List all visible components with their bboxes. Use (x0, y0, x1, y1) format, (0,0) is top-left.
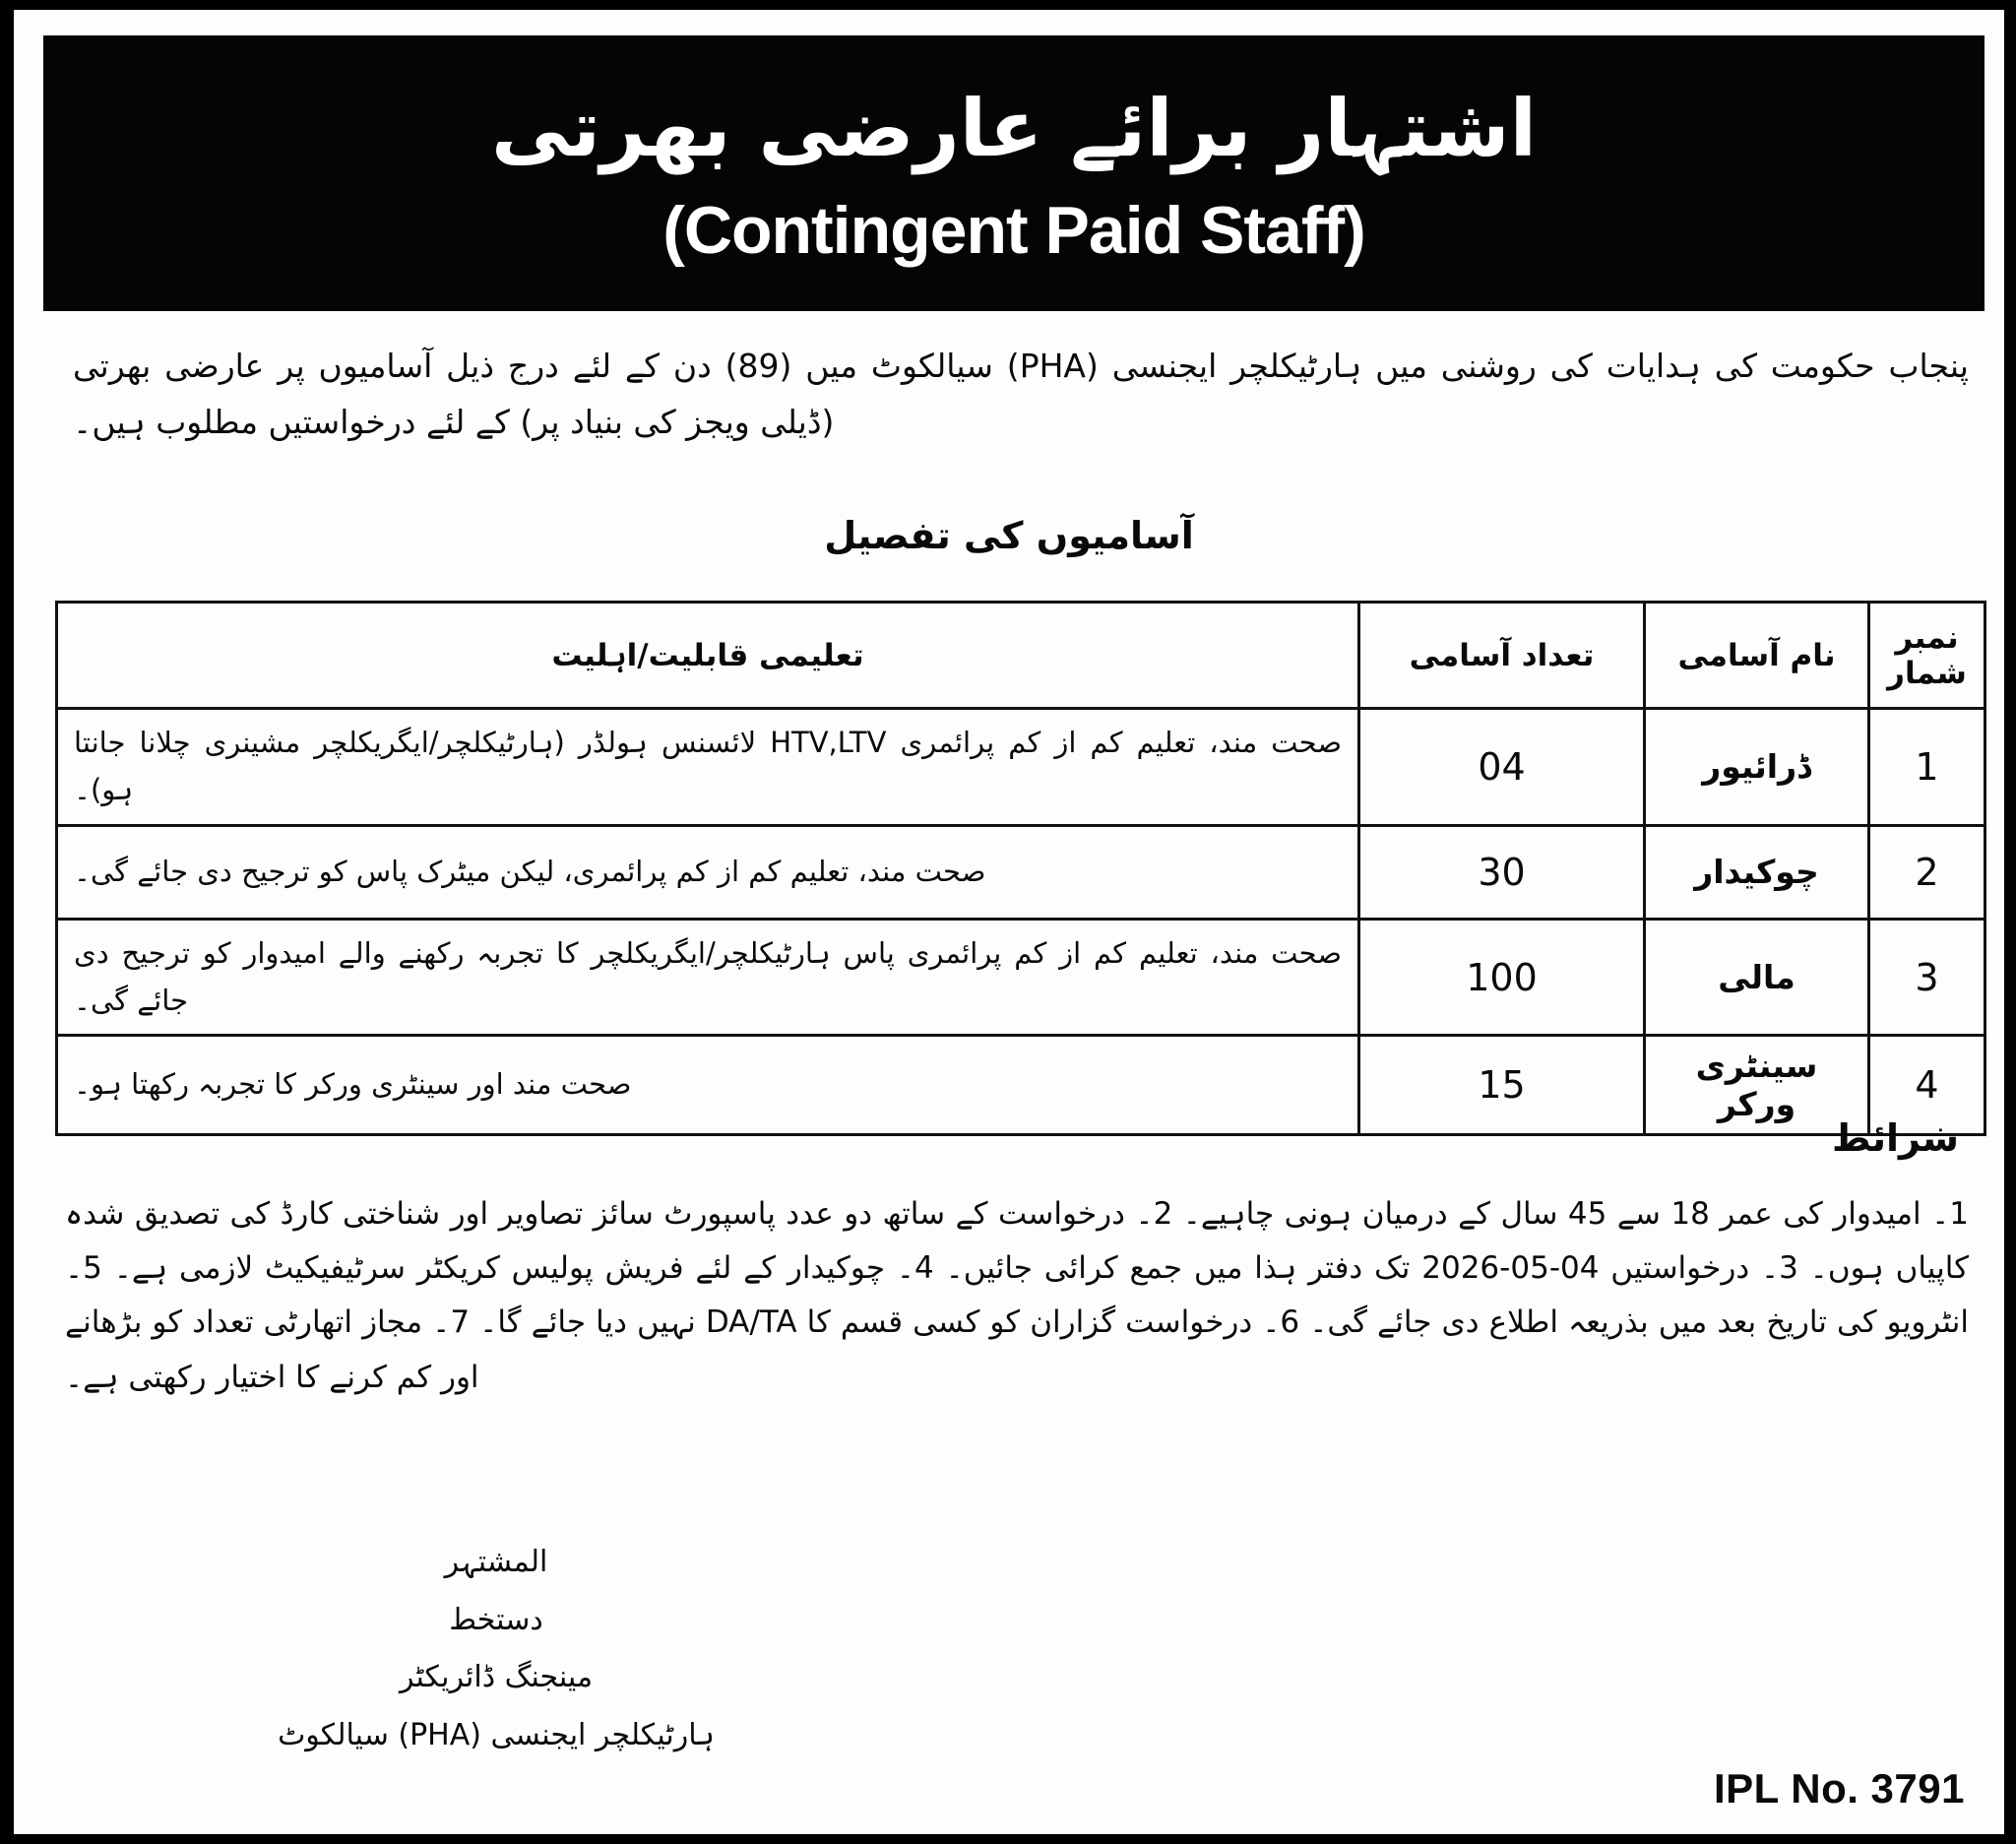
signature-organization: ہارٹیکلچر ایجنسی (PHA) سیالکوٹ (278, 1717, 715, 1752)
cell-qualification: صحت مند، تعلیم کم از کم پرائمری HTV,LTV لائسنس ہولڈر (ہارٹیکلچر/ایگریکلچر مشینری چلانا جانتا ہو)۔ (57, 709, 1359, 826)
header-post-name: نام آسامی (1645, 603, 1869, 709)
intro-paragraph: پنجاب حکومت کی ہدایات کی روشنی میں ہارٹیکلچر ایجنسی (PHA) سیالکوٹ میں (89) دن کے لئے درج ذیل آسامیوں پر عارضی بھرتی (ڈیلی ویجز کی بنیاد پر) کے لئے درخواستیں مطلوب ہیں۔ (73, 347, 1969, 441)
signature-designation: مینجنگ ڈائریکٹر (399, 1660, 594, 1694)
header-count: تعداد آسامی (1359, 603, 1645, 709)
conditions-heading: شرائط (1832, 1116, 1959, 1160)
ipl-number: IPL No. 3791 (1713, 1765, 1965, 1812)
table-row (57, 825, 1985, 919)
cell-serial: 4 (1869, 1036, 1985, 1135)
details-heading: آسامیوں کی تفصیل (824, 514, 1194, 557)
signature-block (220, 1534, 772, 1764)
banner-title-english: (Contingent Paid Staff) (662, 193, 1365, 268)
header-serial: نمبر شمار (1869, 603, 1985, 709)
table-header-row (57, 603, 1985, 709)
posts-table (55, 601, 1986, 1136)
cell-count: 30 (1359, 825, 1645, 919)
signature-signed: دستخط (449, 1602, 543, 1637)
signature-advertiser: المشتہر (444, 1545, 548, 1579)
cell-post-name: سینٹری ورکر (1645, 1036, 1869, 1135)
cell-count: 15 (1359, 1036, 1645, 1135)
table-row (57, 709, 1985, 826)
cell-post-name: مالی (1645, 919, 1869, 1036)
banner-title-urdu: اشتہار برائے عارضی بھرتی (491, 83, 1537, 174)
cell-count: 04 (1359, 709, 1645, 826)
header-qualification: تعلیمی قابلیت/اہلیت (57, 603, 1359, 709)
cell-serial: 2 (1869, 825, 1985, 919)
cell-serial: 1 (1869, 709, 1985, 826)
table-row (57, 1036, 1985, 1135)
cell-post-name: چوکیدار (1645, 825, 1869, 919)
cell-serial: 3 (1869, 919, 1985, 1036)
cell-qualification: صحت مند، تعلیم کم از کم پرائمری پاس ہارٹیکلچر/ایگریکلچر کا تجربہ رکھنے والے امیدوار کو ترجیح دی جائے گی۔ (57, 919, 1359, 1036)
conditions-body: 1۔ امیدوار کی عمر 18 سے 45 سال کے درمیان ہونی چاہیے۔ 2۔ درخواست کے ساتھ دو عدد پاسپورٹ سائز تصاویر اور شناختی کارڈ کی تصدیق شدہ کاپیاں ہوں۔ 3۔ درخواستیں 04-05-2026 تک دفتر ہذا میں جمع کرائی جائیں۔ 4۔ چوکیدار کے لئے فریش پولیس کریکٹر سرٹیفیکیٹ لازمی ہے۔ 5۔ انٹرویو کی تاریخ بعد میں بذریعہ اطلاع دی جائے گی۔ 6۔ درخواست گزاران کو کسی قسم کا DA/TA نہیں دیا جائے گا۔ 7۔ مجاز اتھارٹی تعداد کو بڑھانے اور کم کرنے کا اختیار رکھتی ہے۔ (65, 1196, 1969, 1395)
header-banner (43, 35, 1984, 311)
cell-count: 100 (1359, 919, 1645, 1036)
cell-post-name: ڈرائیور (1645, 709, 1869, 826)
cell-qualification: صحت مند اور سینٹری ورکر کا تجربہ رکھتا ہو۔ (57, 1036, 1359, 1135)
table-row (57, 919, 1985, 1036)
cell-qualification: صحت مند، تعلیم کم از کم پرائمری، لیکن میٹرک پاس کو ترجیح دی جائے گی۔ (57, 825, 1359, 919)
advertisement-sheet (14, 10, 2004, 1834)
